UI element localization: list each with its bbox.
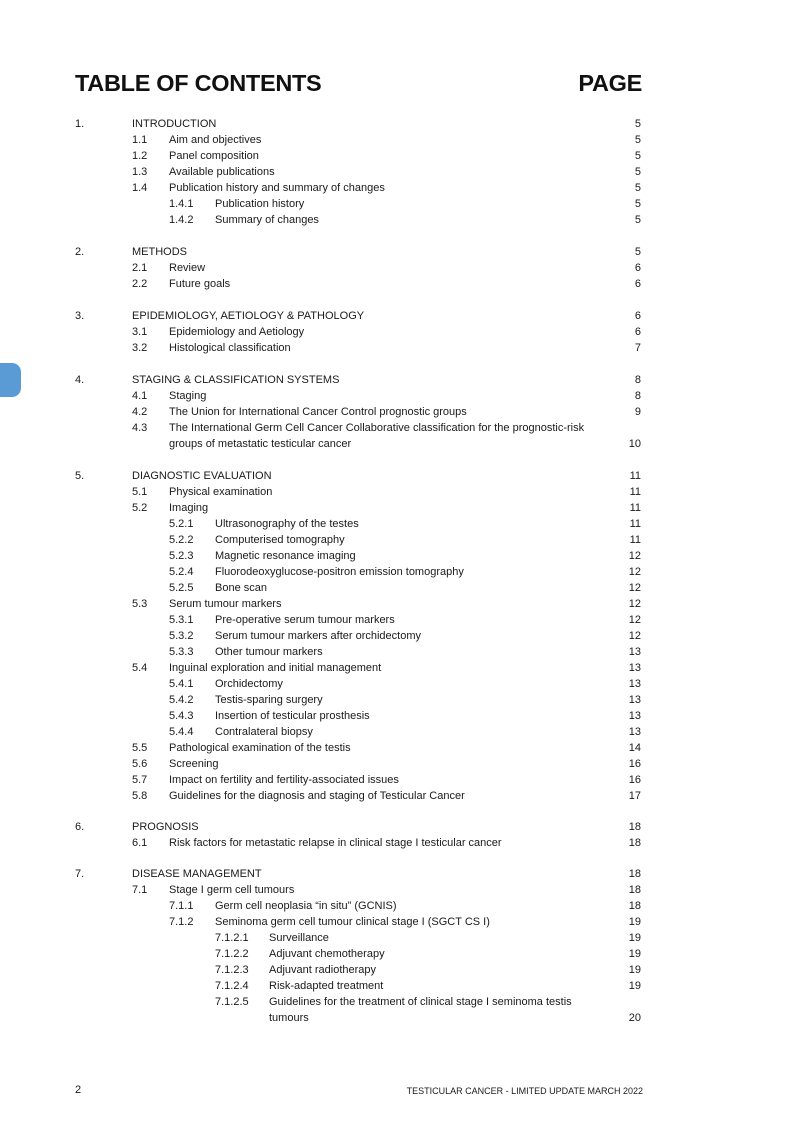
toc-entry[interactable] [0, 692, 793, 708]
toc-entry[interactable] [0, 212, 793, 228]
toc-title: DISEASE MANAGEMENT [132, 868, 262, 880]
toc-number: 7.1.2.3 [215, 964, 249, 976]
toc-page: 12 [628, 566, 641, 578]
toc-number: 5.2.1 [169, 518, 194, 530]
toc-title: Screening [169, 758, 219, 770]
toc-title: Stage I germ cell tumours [169, 884, 295, 896]
toc-title: Panel composition [169, 150, 259, 162]
toc-page: 16 [628, 774, 641, 786]
toc-title: Publication history [215, 198, 305, 210]
toc-title: Staging [169, 390, 207, 402]
toc-page: 10 [628, 438, 641, 450]
toc-number: 7.1.2.4 [215, 980, 249, 992]
toc-title: Adjuvant chemotherapy [269, 948, 385, 960]
toc-title: Impact on fertility and fertility-associated issues [169, 774, 399, 786]
toc-entry[interactable] [0, 930, 793, 946]
toc-page: 20 [628, 1012, 641, 1024]
toc-title: Review [169, 262, 206, 274]
toc-page: 5 [634, 246, 641, 258]
toc-entry[interactable] [0, 978, 793, 994]
toc-number: 5.6 [132, 758, 148, 770]
toc-title: Future goals [169, 278, 231, 290]
toc-page: 12 [628, 614, 641, 626]
toc-title: Serum tumour markers after orchidectomy [215, 630, 422, 642]
toc-page: 5 [634, 134, 641, 146]
toc-number: 5.5 [132, 742, 148, 754]
toc-number: 5.2.2 [169, 534, 194, 546]
toc-page: 11 [629, 502, 641, 514]
toc-number: 2.1 [132, 262, 148, 274]
toc-number: 7.1.2.2 [215, 948, 249, 960]
footer-text: TESTICULAR CANCER - LIMITED UPDATE MARCH 2022 [406, 1086, 643, 1096]
toc-page: 16 [628, 758, 641, 770]
toc-title: Risk-adapted treatment [269, 980, 384, 992]
toc-page: 13 [628, 710, 641, 722]
toc-page: 12 [628, 598, 641, 610]
toc-title: Available publications [169, 166, 275, 178]
toc-entry[interactable] [0, 612, 793, 628]
toc-page: 5 [634, 166, 641, 178]
toc-entry[interactable] [0, 740, 793, 756]
toc-number: 6.1 [132, 837, 148, 849]
toc-entry[interactable] [0, 276, 793, 292]
toc-entry[interactable] [0, 116, 793, 132]
page-number: 2 [75, 1084, 82, 1096]
toc-entry[interactable] [0, 644, 793, 660]
toc-page: 6 [634, 278, 641, 290]
toc-title: INTRODUCTION [132, 118, 217, 130]
toc-title: Guidelines for the treatment of clinical stage I seminoma testis tumours [269, 996, 572, 1024]
toc-number: 3. [75, 310, 85, 322]
toc-number: 4.1 [132, 390, 148, 402]
toc-title: STAGING & CLASSIFICATION SYSTEMS [132, 374, 340, 386]
toc-entry[interactable] [0, 420, 793, 452]
toc-entry[interactable] [0, 772, 793, 788]
toc-title: Publication history and summary of changes [169, 182, 385, 194]
toc-entry[interactable] [0, 660, 793, 676]
toc-entry[interactable] [0, 308, 793, 324]
toc-entry[interactable] [0, 946, 793, 962]
toc-page: 19 [628, 948, 641, 960]
toc-entry[interactable] [0, 628, 793, 644]
page-column-label: PAGE [578, 70, 642, 96]
toc-entry[interactable] [0, 404, 793, 420]
toc-entry[interactable] [0, 548, 793, 564]
toc-number: 7.1.2.1 [215, 932, 249, 944]
toc-title: Histological classification [169, 342, 291, 354]
toc-page: 13 [628, 694, 641, 706]
toc-title: METHODS [132, 246, 187, 258]
toc-title: Pathological examination of the testis [169, 742, 351, 754]
page-footer [75, 1084, 643, 1098]
toc-number: 1.1 [132, 134, 148, 146]
toc-entry[interactable] [0, 532, 793, 548]
toc-entry[interactable] [0, 676, 793, 692]
toc-entry[interactable] [0, 788, 793, 804]
toc-number: 5.2.5 [169, 582, 194, 594]
toc-number: 1.3 [132, 166, 148, 178]
toc-number: 5.1 [132, 486, 148, 498]
toc-number: 1. [75, 118, 85, 130]
toc-entry[interactable] [0, 962, 793, 978]
toc-page: 19 [628, 916, 641, 928]
toc-page: 19 [628, 964, 641, 976]
toc-title: Testis-sparing surgery [215, 694, 323, 706]
toc-page: 18 [628, 884, 641, 896]
toc-entry[interactable] [0, 724, 793, 740]
toc-title: Ultrasonography of the testes [215, 518, 359, 530]
toc-page: 19 [628, 980, 641, 992]
toc-number: 7.1.1 [169, 900, 194, 912]
toc-entry[interactable] [0, 835, 793, 851]
toc-page: 18 [628, 837, 641, 849]
toc-page: 17 [628, 790, 641, 802]
toc-entry[interactable] [0, 164, 793, 180]
toc-entry[interactable] [0, 148, 793, 164]
toc-entry[interactable] [0, 756, 793, 772]
toc-entry[interactable] [0, 324, 793, 340]
toc-number: 2. [75, 246, 85, 258]
toc-title: Inguinal exploration and initial management [169, 662, 382, 674]
toc-title: Seminoma germ cell tumour clinical stage I (SGCT CS I) [215, 916, 490, 928]
toc-entry[interactable] [0, 866, 793, 882]
toc-title: Fluorodeoxyglucose-positron emission tomography [215, 566, 464, 578]
toc-number: 5.2.3 [169, 550, 194, 562]
toc-entry[interactable] [0, 994, 793, 1026]
toc-entry[interactable] [0, 340, 793, 356]
toc-number: 7.1 [132, 884, 148, 896]
toc-number: 5. [75, 470, 85, 482]
toc-page: 12 [628, 630, 641, 642]
toc-number: 3.1 [132, 326, 148, 338]
toc-page: 7 [634, 342, 641, 354]
toc-title: Serum tumour markers [169, 598, 282, 610]
toc-entry[interactable] [0, 516, 793, 532]
toc-page: 11 [629, 534, 641, 546]
toc-entry[interactable] [0, 882, 793, 898]
toc-number: 1.2 [132, 150, 148, 162]
toc-title: DIAGNOSTIC EVALUATION [132, 470, 272, 482]
toc-page: 5 [634, 198, 641, 210]
toc-number: 5.4.4 [169, 726, 194, 738]
toc-title: The Union for International Cancer Control prognostic groups [169, 406, 467, 418]
toc-number: 1.4.1 [169, 198, 194, 210]
toc-number: 2.2 [132, 278, 148, 290]
page-title: TABLE OF CONTENTS [75, 70, 322, 96]
toc-title: EPIDEMIOLOGY, AETIOLOGY & PATHOLOGY [132, 310, 365, 322]
toc-title: Insertion of testicular prosthesis [215, 710, 370, 722]
toc-number: 5.4.3 [169, 710, 194, 722]
toc-title: Physical examination [169, 486, 273, 498]
toc-page: 18 [628, 900, 641, 912]
toc-number: 5.3.2 [169, 630, 194, 642]
toc-title: Imaging [169, 502, 209, 514]
toc-page: 19 [628, 932, 641, 944]
toc-page: 6 [634, 326, 641, 338]
toc-entry[interactable] [0, 914, 793, 930]
toc-page: 11 [629, 470, 641, 482]
toc-number: 7.1.2 [169, 916, 194, 928]
toc-page: 5 [634, 182, 641, 194]
toc-title: Orchidectomy [215, 678, 283, 690]
toc-entry[interactable] [0, 564, 793, 580]
table-of-contents [0, 116, 793, 1026]
toc-page: 12 [628, 582, 641, 594]
toc-page: 6 [634, 262, 641, 274]
toc-title: Adjuvant radiotherapy [269, 964, 377, 976]
toc-page: 13 [628, 646, 641, 658]
toc-entry[interactable] [0, 244, 793, 260]
toc-page: 6 [634, 310, 641, 322]
toc-page: 8 [634, 374, 641, 386]
toc-title: Surveillance [269, 932, 329, 944]
toc-title: PROGNOSIS [132, 821, 199, 833]
toc-page: 5 [634, 214, 641, 226]
toc-page: 13 [628, 678, 641, 690]
toc-page: 5 [634, 118, 641, 130]
toc-title: Other tumour markers [215, 646, 323, 658]
toc-entry[interactable] [0, 196, 793, 212]
toc-page: 11 [629, 518, 641, 530]
toc-number: 5.2 [132, 502, 148, 514]
toc-entry[interactable] [0, 580, 793, 596]
toc-page: 13 [628, 726, 641, 738]
toc-entry[interactable] [0, 708, 793, 724]
toc-page: 9 [634, 406, 641, 418]
toc-entry[interactable] [0, 484, 793, 500]
toc-page: 11 [629, 486, 641, 498]
toc-number: 5.8 [132, 790, 148, 802]
toc-number: 5.4 [132, 662, 148, 674]
toc-number: 5.4.1 [169, 678, 194, 690]
toc-number: 6. [75, 821, 85, 833]
toc-title: Bone scan [215, 582, 267, 594]
toc-title: Germ cell neoplasia “in situ” (GCNIS) [215, 900, 397, 912]
toc-entry[interactable] [0, 468, 793, 484]
toc-number: 1.4 [132, 182, 148, 194]
toc-entry[interactable] [0, 500, 793, 516]
toc-title: Pre-operative serum tumour markers [215, 614, 395, 626]
toc-entry[interactable] [0, 819, 793, 835]
toc-page: 8 [634, 390, 641, 402]
toc-title: Computerised tomography [215, 534, 345, 546]
toc-number: 7. [75, 868, 85, 880]
toc-page: 14 [628, 742, 641, 754]
toc-header [75, 70, 642, 100]
toc-title: Magnetic resonance imaging [215, 550, 356, 562]
toc-title: Contralateral biopsy [215, 726, 313, 738]
toc-title: Guidelines for the diagnosis and staging of Testicular Cancer [169, 790, 465, 802]
toc-number: 5.3.1 [169, 614, 194, 626]
toc-number: 4.3 [132, 422, 148, 434]
toc-entry[interactable] [0, 372, 793, 388]
toc-page: 5 [634, 150, 641, 162]
toc-number: 1.4.2 [169, 214, 194, 226]
toc-entry[interactable] [0, 388, 793, 404]
toc-number: 5.3 [132, 598, 148, 610]
toc-page: 18 [628, 868, 641, 880]
toc-page: 13 [628, 662, 641, 674]
toc-page: 12 [628, 550, 641, 562]
toc-number: 7.1.2.5 [215, 996, 249, 1008]
toc-entry[interactable] [0, 132, 793, 148]
toc-entry[interactable] [0, 260, 793, 276]
toc-page: 18 [628, 821, 641, 833]
toc-title: The International Germ Cell Cancer Collaborative classification for the prognostic-risk groups of metastatic testicular cancer [169, 422, 585, 450]
toc-title: Epidemiology and Aetiology [169, 326, 305, 338]
toc-title: Summary of changes [215, 214, 319, 226]
toc-number: 4.2 [132, 406, 148, 418]
toc-number: 5.7 [132, 774, 148, 786]
toc-entry[interactable] [0, 596, 793, 612]
toc-entry[interactable] [0, 180, 793, 196]
toc-number: 3.2 [132, 342, 148, 354]
toc-title: Risk factors for metastatic relapse in clinical stage I testicular cancer [169, 837, 502, 849]
toc-title: Aim and objectives [169, 134, 262, 146]
toc-entry[interactable] [0, 898, 793, 914]
toc-number: 5.4.2 [169, 694, 194, 706]
toc-number: 4. [75, 374, 85, 386]
toc-number: 5.3.3 [169, 646, 194, 658]
toc-number: 5.2.4 [169, 566, 194, 578]
